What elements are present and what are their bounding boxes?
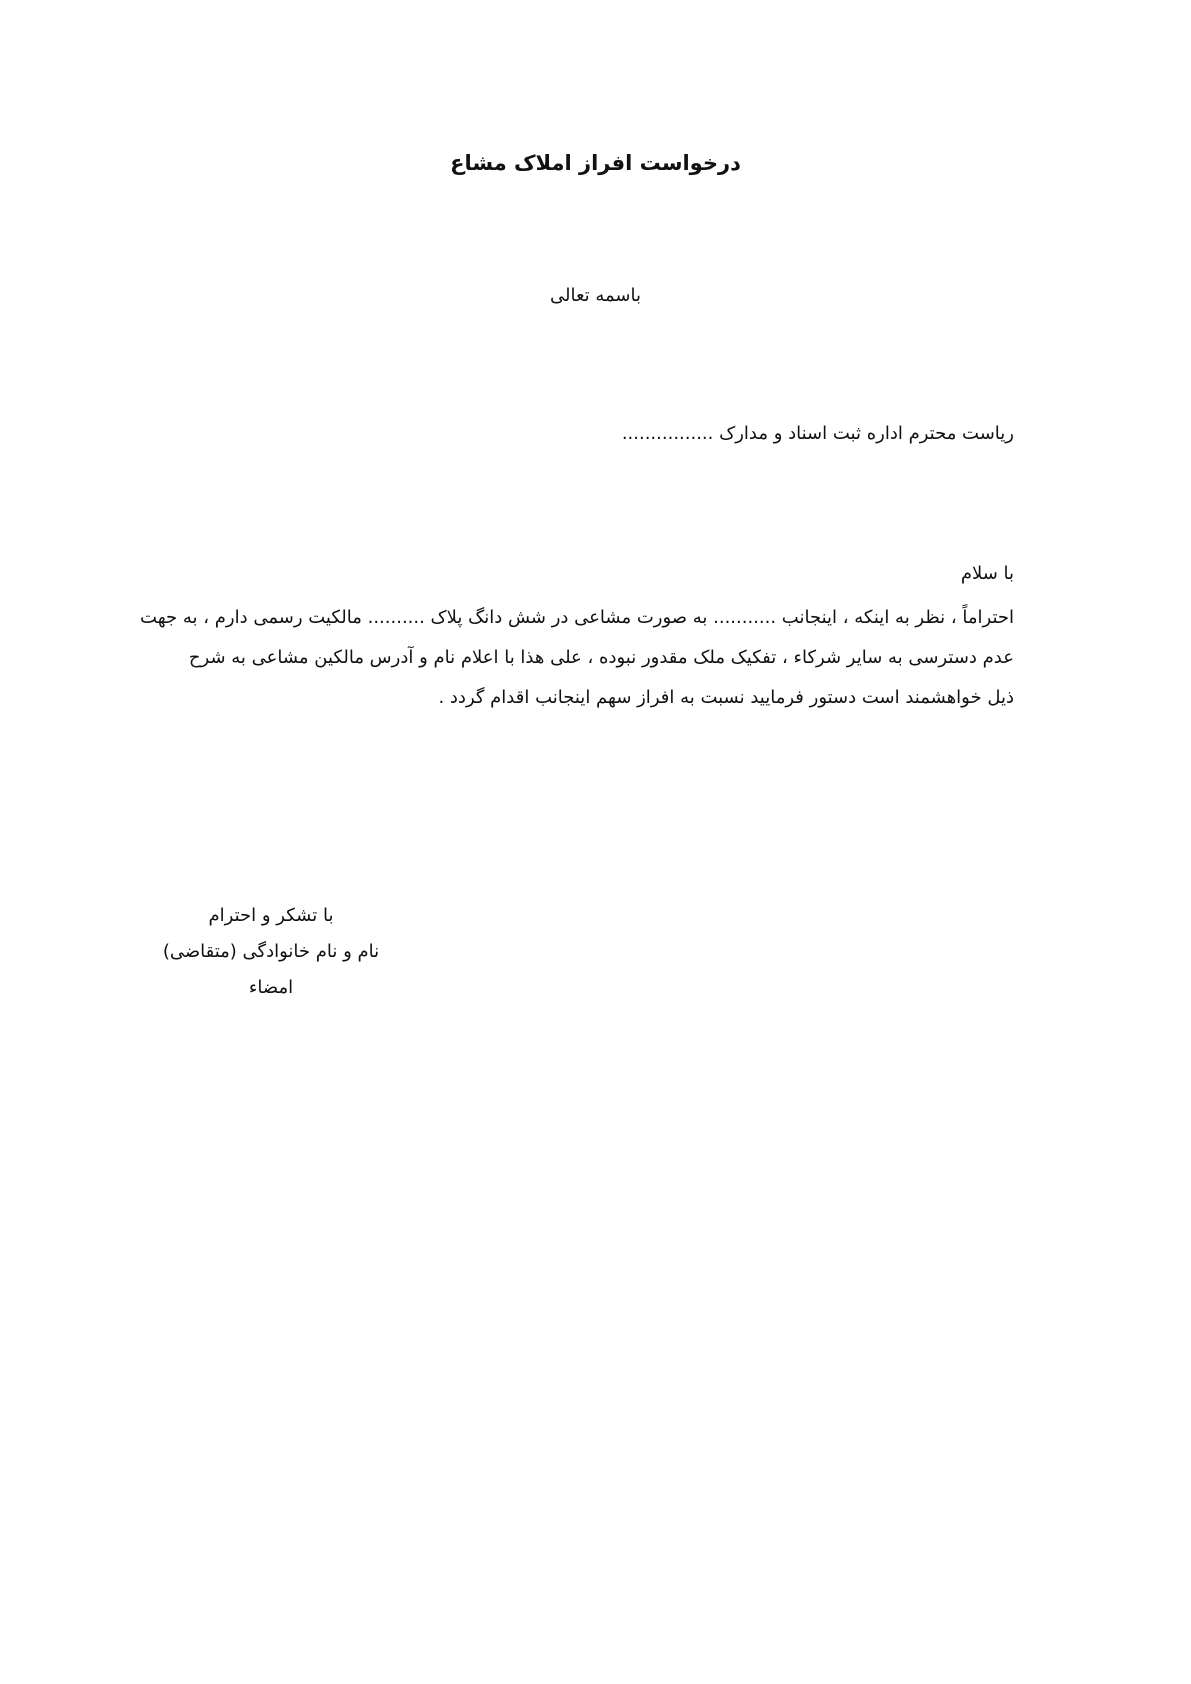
basmala-heading: باسمه تعالی xyxy=(549,285,642,306)
closing-line: با تشکر و احترام xyxy=(208,905,334,926)
greeting-line: با سلام xyxy=(960,563,1014,584)
body-line-1: احتراماً ، نظر به اینکه ، اینجانب ........... به صورت مشاعی در شش دانگ پلاک .......... مالکیت رسمی دارم ، به جهت xyxy=(140,607,1014,628)
applicant-name-line: نام و نام خانوادگی (متقاضی) xyxy=(162,941,380,962)
recipient-line: ریاست محترم اداره ثبت اسناد و مدارک ................ xyxy=(621,423,1014,444)
request-body xyxy=(140,598,1014,718)
signature-block xyxy=(151,898,391,1006)
body-line-3: ذیل خواهشمند است دستور فرمایید نسبت به افراز سهم اینجانب اقدام گردد . xyxy=(438,687,1014,708)
signature-line: امضاء xyxy=(248,977,294,998)
body-line-2: عدم دسترسی به سایر شرکاء ، تفکیک ملک مقدور نبوده ، علی هذا با اعلام نام و آدرس مالکین مشاعی به شرح xyxy=(188,647,1014,668)
document-title: درخواست افراز املاک مشاع xyxy=(450,151,741,175)
